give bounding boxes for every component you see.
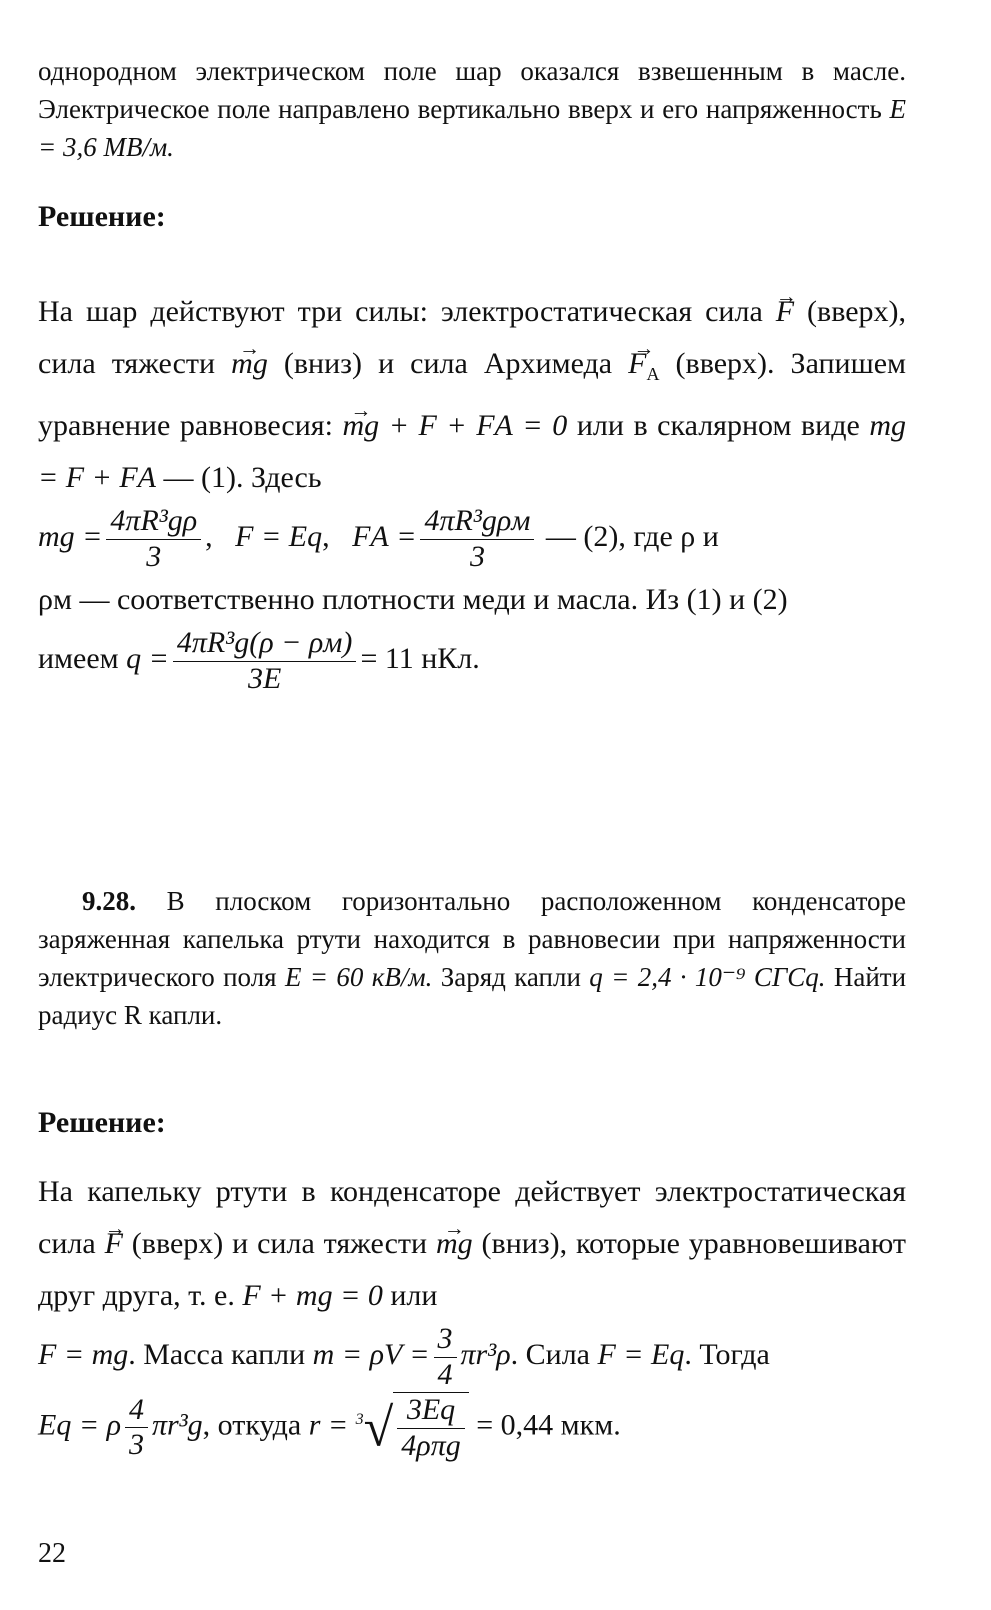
sol1-s3: (вниз) и сила Архимеда	[283, 347, 613, 380]
sol1-s1: На шар действуют три силы: электростатическая сила	[38, 295, 763, 328]
radius-lhs: r =	[308, 1408, 349, 1442]
page-number: 22	[38, 1538, 66, 1569]
problem-9-28	[38, 882, 906, 1034]
problem-text-3: Найти радиус R капли.	[38, 962, 907, 1030]
eq-lhs: Eq = ρ	[38, 1408, 121, 1442]
solution-heading-1: Решение:	[38, 200, 166, 233]
q-result: = 11 нКл.	[360, 641, 480, 675]
gravity-vector-mg: → mg	[231, 338, 268, 390]
problem-text: В плоском горизонтально расположенном конденсаторе заряженная капелька ртути находится в равновесии при напряженности электрического поля	[38, 886, 906, 992]
fa-fraction: $\frac{\text{4πR³gρм}}{3}$	[420, 504, 534, 574]
sol1-s7: — (2), где ρ и	[545, 519, 719, 553]
solution-1-body: На шар действуют три силы: электростатическая сила → F (вверх), сила тяжести → mg (вниз) и сила Архимеда → $F_А$ (вверх). Запишем уравнение равновесия: → mg + F + FА = 0 или в скалярном виде mg = F + FА — (1). Здесь mg = $\frac{\text{4πR³gρ}}{3}$ , F = Eq, FА = $\frac{\text{4πR³gρм}}{3}$ — (2), где ρ и ρм — соответственно плотности меди и масла. Из (1) и (2) имеем q = $\frac{\text{4πR³g(ρ − ρм)}}{3E}$ = 11 нКл.	[38, 286, 906, 696]
intro-paragraph	[38, 52, 906, 166]
sol1-s4: (вверх). Запишем уравнение равновесия:	[38, 347, 907, 442]
solution-heading-2: Решение:	[38, 1106, 166, 1139]
force-field-formula: F = Eq	[597, 1337, 685, 1371]
sol1-s5: или в скалярном виде	[576, 409, 860, 442]
cube-root: $^3$√ $\frac{3Eq}{\text{4ρπg}}$	[356, 1392, 469, 1463]
solution-2-body	[38, 1166, 906, 1463]
sol2-s1: На капельку ртути в конденсаторе действует электростатическая сила	[38, 1175, 906, 1260]
force-equals-mg: F = mg	[38, 1337, 129, 1371]
problem-text-2: Заряд капли	[440, 962, 581, 992]
sol2-s2: (вверх) и сила тяжести	[131, 1227, 428, 1260]
sol2-s8: , откуда	[202, 1408, 302, 1442]
sol1-s9: имеем	[38, 641, 119, 675]
problem-number: 9.28.	[82, 886, 136, 916]
gravity-vector-mg-2: → mg	[436, 1218, 473, 1270]
sol1-s6: — (1). Здесь	[163, 461, 322, 494]
force-vector-F: → F	[776, 286, 794, 338]
sol2-s3: (вниз), которые уравновешивают друг друга, т. е.	[38, 1227, 907, 1312]
problem-charge-value: q = 2,4 · 10⁻⁹ СГСq.	[589, 962, 826, 992]
radius-result: = 0,44 мкм.	[476, 1408, 621, 1442]
eq-fraction: $\frac{4}{3}$	[125, 1393, 148, 1463]
intro-text: однородном электрическом поле шар оказался взвешенным в масле. Электрическое поле направлено вертикально вверх и его напряженность	[38, 56, 906, 124]
mg-lhs: mg =	[38, 519, 103, 553]
sol2-s6: . Сила	[510, 1337, 590, 1371]
mass-lhs: m = ρV =	[312, 1337, 430, 1371]
root-index: 3	[355, 1411, 364, 1428]
mg-fraction: $\frac{\text{4πR³gρ}}{3}$	[106, 504, 201, 574]
electrostatic-force-formula: F = Eq	[235, 519, 323, 553]
sol2-s7: . Тогда	[684, 1337, 770, 1371]
eq-rhs: πr³g	[151, 1408, 203, 1442]
field-strength-value: E = 3,6 МВ/м.	[38, 94, 907, 162]
sol2-s5: . Масса капли	[128, 1337, 306, 1371]
vector-equation: → mg + F + FА = 0	[343, 409, 568, 442]
force-vector-F-2: → F	[105, 1218, 123, 1270]
radical-icon: √	[363, 1397, 394, 1458]
problem-field-value: E = 60 кВ/м.	[284, 962, 433, 992]
archimedes-vector-FA: → $F_А$	[628, 338, 659, 400]
sol1-s2: (вверх), сила тяжести	[38, 295, 906, 380]
q-fraction: $\frac{\text{4πR³g(ρ − ρм)}}{3E}$	[173, 626, 357, 696]
mass-rhs: πr³ρ	[460, 1337, 511, 1371]
balance-equation: F + mg = 0	[242, 1279, 383, 1312]
mass-fraction: $\frac{3}{4}$	[434, 1322, 457, 1392]
sol1-s8: ρм — соответственно плотности меди и масла. Из (1) и (2)	[38, 583, 788, 616]
sol2-s4: или	[390, 1279, 438, 1312]
scalar-equation: mg = F + FА	[38, 409, 907, 494]
fa-lhs: FА =	[352, 519, 417, 553]
q-lhs: q =	[126, 641, 169, 675]
